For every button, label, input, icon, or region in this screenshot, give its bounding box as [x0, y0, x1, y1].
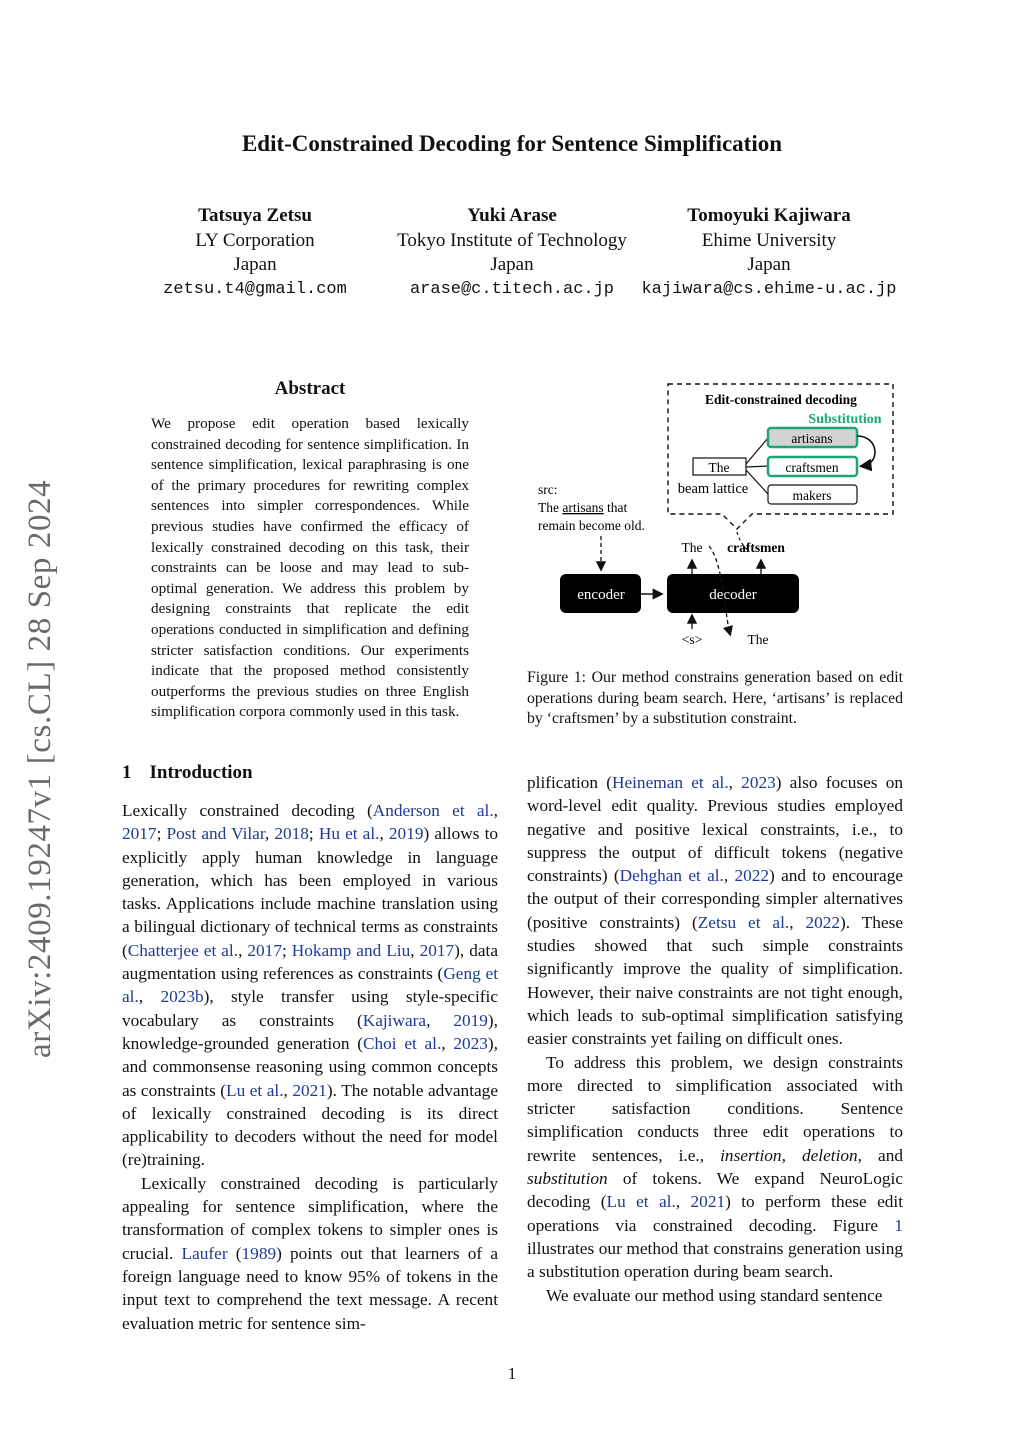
src-line-1: The artisans that	[538, 500, 628, 515]
lattice-edge	[746, 438, 768, 464]
author-name: Yuki Arase	[467, 205, 557, 226]
author-country: Japan	[233, 254, 277, 275]
citation-link[interactable]: 2023	[453, 1033, 488, 1053]
citation-link[interactable]: Post and Vilar	[166, 824, 265, 844]
citation-link[interactable]: 2019	[388, 824, 424, 844]
decoder-label: decoder	[709, 587, 757, 603]
citation-link[interactable]: 2017	[419, 940, 455, 960]
author-affiliation: LY Corporation	[195, 229, 315, 251]
author-email[interactable]: zetsu.t4@gmail.com	[163, 279, 347, 299]
paragraph: plification (Heineman et al., 2023) also focuses on word-level edit quality. Previous studies employed negative and positive lexical constraints, i.e., to suppress the output of difficult tokens (negative constraints) (Dehghan et al., 2022) and to encourage the output of their corresponding simpler alternatives (positive constraints) (Zetsu et al., 2022). These studies showed that such simple constraints significantly improve the quality of simplification. However, their naive constraints are not tight enough, which leads to sub-optimal simplification satisfying easier constraints yet failing on difficult ones.	[527, 773, 904, 1049]
citation-link[interactable]: Anderson et al.	[372, 801, 494, 820]
citation-link[interactable]: Dehghan et al.	[619, 866, 724, 886]
citation-link[interactable]: 1	[894, 1215, 903, 1235]
substitution-label: Substitution	[808, 412, 882, 427]
citation-link[interactable]: Chatterjee et al.	[127, 940, 239, 960]
author-block-3	[634, 204, 904, 302]
author-name: Tomoyuki Kajiwara	[687, 205, 851, 226]
citation-link[interactable]: 1989	[241, 1243, 277, 1263]
author-block-1	[130, 204, 380, 302]
box-title: Edit-constrained decoding	[705, 392, 857, 407]
citation-link[interactable]: Heineman et al.	[611, 773, 729, 792]
candidate-label: makers	[792, 488, 832, 503]
emphasis-text: insertion	[720, 1145, 782, 1165]
figure-caption: Figure 1: Our method constrains generation based on edit operations during beam search. Here, ‘artisans’ is replaced by ‘craftsmen’ by a substitution constraint.	[527, 669, 903, 728]
paragraph: To address this problem, we design constraints more directed to simplification associated with stricter satisfaction conditions. Sentence simplification conducts three edit operations to rewrite sentences, i.e., insertion, deletion, and substitution of tokens. We expand NeuroLogic decoding (Lu et al., 2021) to perform these edit operations via constrained decoding. Figure 1 illustrates our method that constrains generation using a substitution operation during beam search.	[527, 1052, 904, 1282]
author-country: Japan	[747, 254, 791, 275]
right-column	[527, 771, 903, 1307]
paragraph: We evaluate our method using standard sentence	[546, 1285, 883, 1305]
citation-link[interactable]: Hu et al.	[318, 824, 380, 844]
author-affiliation: Tokyo Institute of Technology	[397, 229, 627, 251]
citation-link[interactable]: 2021	[292, 1080, 327, 1100]
section-title: Introduction	[149, 762, 253, 783]
emphasis-text: substitution	[527, 1169, 608, 1189]
author-name: Tatsuya Zetsu	[198, 205, 312, 226]
lattice-label: beam lattice	[677, 481, 749, 497]
figure-1	[527, 376, 907, 660]
citation-link[interactable]: Choi et al.	[362, 1033, 442, 1053]
citation-link[interactable]: Lu et al.	[606, 1192, 676, 1212]
abstract-text: We propose edit operation based lexically constrained decoding for sentence simplification. In sentence simplification, lexical paraphrasing is one of the primary procedures for rewriting complex sentences into simpler correspondences. While previous studies have confirmed the efficacy of lexically constrained decoding on this task, their constraints can be loose and may lead to sub-optimal generation. We address this problem by designing constraints that replicate the edit operations conducted in simplification and defining stricter satisfaction conditions. Our experiments indicate that the proposed method consistently outperforms the previous studies on three English simplification corpora commonly used in this task.	[151, 415, 469, 721]
citation-link[interactable]: 2018	[274, 824, 309, 844]
citation-link[interactable]: 2022	[734, 866, 770, 886]
input-token-1: <s>	[681, 632, 703, 647]
citation-link[interactable]: 2023	[741, 773, 776, 792]
citation-link[interactable]: Kajiwara	[362, 1010, 427, 1030]
citation-link[interactable]: Zetsu et al.	[697, 912, 790, 932]
input-token-2: The	[747, 632, 769, 647]
citation-link[interactable]: Lu et al.	[226, 1080, 284, 1100]
citation-link[interactable]: 2017	[122, 824, 157, 844]
author-block-2	[382, 204, 642, 302]
lattice-edge	[746, 466, 768, 467]
author-affiliation: Ehime University	[701, 229, 837, 251]
abstract-heading: Abstract	[274, 378, 346, 399]
lattice-edge	[746, 470, 768, 494]
src-label: src:	[538, 482, 558, 497]
citation-link[interactable]: 2023b	[160, 987, 204, 1007]
paragraph: Lexically constrained decoding is particularly appealing for sentence simplification, where the transformation of complex tokens to simpler ones is crucial. Laufer (1989) points out that learners of a foreign language need to know 95% of tokens in the input text to comprehend the text message. A recent evaluation metric for sentence sim-	[122, 1173, 498, 1333]
section-heading	[122, 762, 253, 784]
candidate-label: artisans	[791, 431, 833, 446]
citation-link[interactable]: Hokamp and Liu	[291, 940, 411, 960]
author-country: Japan	[490, 254, 534, 275]
substitution-arrow	[857, 436, 875, 466]
citation-link[interactable]: 2021	[690, 1192, 726, 1212]
citation-link[interactable]: 2022	[805, 912, 841, 932]
page-number: 1	[507, 1364, 517, 1383]
citation-link[interactable]: 2019	[453, 1010, 488, 1030]
encoder-label: encoder	[577, 587, 625, 603]
output-token-2: craftsmen	[727, 540, 785, 555]
paragraph: Lexically constrained decoding (Anderson et al., 2017; Post and Vilar, 2018; Hu et al., 2019) allows to explicitly apply human knowledge in language generation, which has been employed in various tasks. Applications include machine translation using a bilingual dictionary of technical terms as constraints (Chatterjee et al., 2017; Hokamp and Liu, 2017), data augmentation using references as constraints (Geng et al., 2023b), style transfer using style-specific vocabulary as constraints (Kajiwara, 2019), knowledge-grounded generation (Choi et al., 2023), and commonsense reasoning using common concepts as constraints (Lu et al., 2021). The notable advantage of lexically constrained decoding is its direct applicability to decoders without the need for model (re)training.	[122, 801, 499, 1170]
arxiv-identifier: arXiv:2409.19247v1 [cs.CL] 28 Sep 2024	[22, 479, 58, 1058]
candidate-label: craftsmen	[785, 460, 839, 475]
citation-link[interactable]: Geng et al.	[122, 964, 498, 1007]
src-line-2: remain become old.	[538, 518, 645, 533]
citation-link[interactable]: 2017	[247, 940, 282, 960]
section-number: 1	[122, 762, 132, 783]
paper-title: Edit-Constrained Decoding for Sentence Simplification	[241, 131, 783, 156]
citation-link[interactable]: Laufer	[181, 1243, 228, 1263]
author-email[interactable]: kajiwara@cs.ehime-u.ac.jp	[641, 279, 897, 299]
lattice-token: The	[708, 460, 730, 475]
author-email[interactable]: arase@c.titech.ac.jp	[409, 279, 615, 299]
emphasis-text: deletion	[801, 1145, 858, 1165]
left-column	[122, 799, 498, 1335]
output-token-1: The	[681, 540, 703, 555]
